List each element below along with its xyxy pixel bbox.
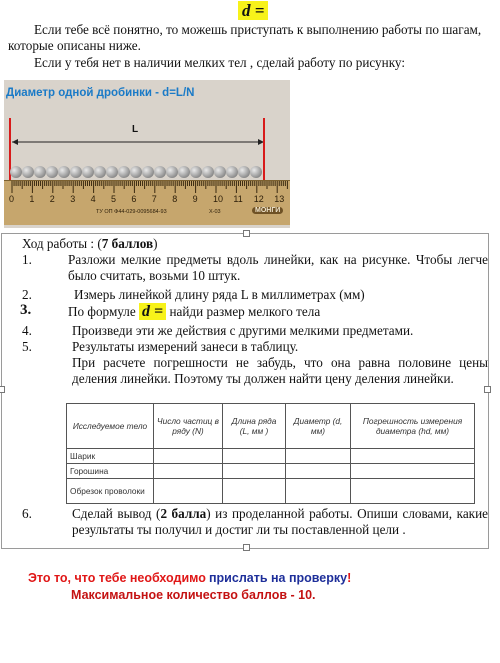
bead <box>82 166 94 178</box>
bead <box>58 166 70 178</box>
table-cell[interactable] <box>286 479 351 504</box>
bead <box>190 166 202 178</box>
frame-handle-bottom[interactable] <box>243 544 250 551</box>
col-header-diameter: Диаметр (d, мм) <box>286 404 351 449</box>
footer-line-1: Это то, что тебе необходимо прислать на проверку! <box>28 571 352 585</box>
ruler-number: 9 <box>192 194 198 204</box>
bead <box>130 166 142 178</box>
ruler-number: 8 <box>172 194 178 204</box>
table-header-row <box>67 404 475 449</box>
step-5-note: При расчете погрешности не забудь, что она равна половине цены деления линейки. Поэтому ты должен найти цену деления линейки. <box>72 355 488 386</box>
results-table <box>66 403 475 504</box>
ruler-code: ТУ ОП Ф44-029-0095684-93 <box>96 209 167 215</box>
step-6-text: Сделай вывод (2 балла) из проделанной работы. Опиши словами, какие результаты ты получил и достиг ли ты поставленной цели . <box>72 506 488 537</box>
table-cell: Обрезок проволоки <box>67 479 154 504</box>
step-4-number: 4. <box>22 323 32 338</box>
table-row <box>67 479 475 504</box>
step-4-text: Произведи эти же действия с другими мелкими предметами. <box>72 323 414 338</box>
table-cell[interactable] <box>154 479 223 504</box>
bead <box>154 166 166 178</box>
table-cell: Шарик <box>67 449 154 464</box>
bead <box>238 166 250 178</box>
step-5-text: Результаты измерений занеси в таблицу. <box>72 339 299 354</box>
step-2-number: 2. <box>22 287 32 302</box>
bead-row <box>10 166 264 179</box>
step-6-number: 6. <box>22 506 32 521</box>
col-header-count: Число частиц в ряду (N) <box>154 404 223 449</box>
table-cell[interactable] <box>154 449 223 464</box>
bead <box>250 166 262 178</box>
col-header-body: Исследуемое тело <box>67 404 154 449</box>
table-cell[interactable] <box>286 464 351 479</box>
bead <box>106 166 118 178</box>
table-row <box>67 464 475 479</box>
ruler-number: 10 <box>213 194 224 204</box>
ruler-numbers <box>4 194 290 206</box>
ruler <box>4 180 290 225</box>
formula-label-top: d = <box>238 1 268 20</box>
bead <box>118 166 130 178</box>
bead <box>214 166 226 178</box>
table-row <box>67 449 475 464</box>
figure-title: Диаметр одной дробинки - d=L/N <box>6 87 195 99</box>
table-cell[interactable] <box>223 449 286 464</box>
table-cell[interactable] <box>351 464 475 479</box>
table-cell[interactable] <box>223 464 286 479</box>
ruler-number: 3 <box>70 194 76 204</box>
table-cell[interactable] <box>154 464 223 479</box>
table-cell: Горошина <box>67 464 154 479</box>
length-label: L <box>132 124 139 135</box>
bead <box>202 166 214 178</box>
table-cell[interactable] <box>351 449 475 464</box>
bead <box>226 166 238 178</box>
bead <box>142 166 154 178</box>
work-heading: Ход работы : (7 баллов) <box>22 236 158 251</box>
ruler-number: 7 <box>151 194 157 204</box>
ruler-number: 1 <box>29 194 35 204</box>
ruler-number: 12 <box>253 194 264 204</box>
length-arrow <box>10 138 266 146</box>
ruler-code-2: Х-03 <box>209 209 221 215</box>
bead <box>166 166 178 178</box>
ruler-brand: МОНГИ <box>252 207 283 214</box>
col-header-error: Погрешность измерения диаметра (hd, мм) <box>351 404 475 449</box>
bead <box>178 166 190 178</box>
ruler-number: 2 <box>49 194 55 204</box>
intro-text-1: Если тебе всё понятно, то можешь приступать к выполнению работы по шагам, которые описаны ниже. <box>8 22 482 53</box>
ruler-number: 5 <box>111 194 117 204</box>
table-cell[interactable] <box>351 479 475 504</box>
frame-handle-right[interactable] <box>484 386 491 393</box>
formula-label-inline: d = <box>139 303 166 320</box>
table-cell[interactable] <box>286 449 351 464</box>
ruler-number: 11 <box>233 194 243 204</box>
bead <box>34 166 46 178</box>
bead <box>94 166 106 178</box>
ruler-number: 13 <box>274 194 285 204</box>
step-5-number: 5. <box>22 339 32 354</box>
col-header-length: Длина ряда (L, мм ) <box>223 404 286 449</box>
footer-line-2: Максимальное количество баллов - 10. <box>71 588 316 602</box>
frame-handle-top[interactable] <box>243 230 250 237</box>
bead <box>70 166 82 178</box>
bead <box>22 166 34 178</box>
step-3-number: 3. <box>20 302 32 318</box>
bead <box>46 166 58 178</box>
step-3-text: По формуле d = найди размер мелкого тела <box>68 303 321 320</box>
step-1-number: 1. <box>22 252 32 267</box>
frame-handle-left[interactable] <box>0 386 5 393</box>
ruler-ticks <box>4 181 290 195</box>
step-1-text: Разложи мелкие предметы вдоль линейки, как на рисунке. Чтобы легче было считать, возьми 10 штук. <box>68 252 488 283</box>
ruler-number: 6 <box>131 194 137 204</box>
bead <box>10 166 22 178</box>
ruler-number: 4 <box>90 194 96 204</box>
intro-text-2: Если у тебя нет в наличии мелких тел , сделай работу по рисунку: <box>34 55 406 70</box>
step-2-text: Измерь линейкой длину ряда L в миллиметрах (мм) <box>74 287 365 302</box>
table-cell[interactable] <box>223 479 286 504</box>
ruler-number: 0 <box>9 194 15 204</box>
